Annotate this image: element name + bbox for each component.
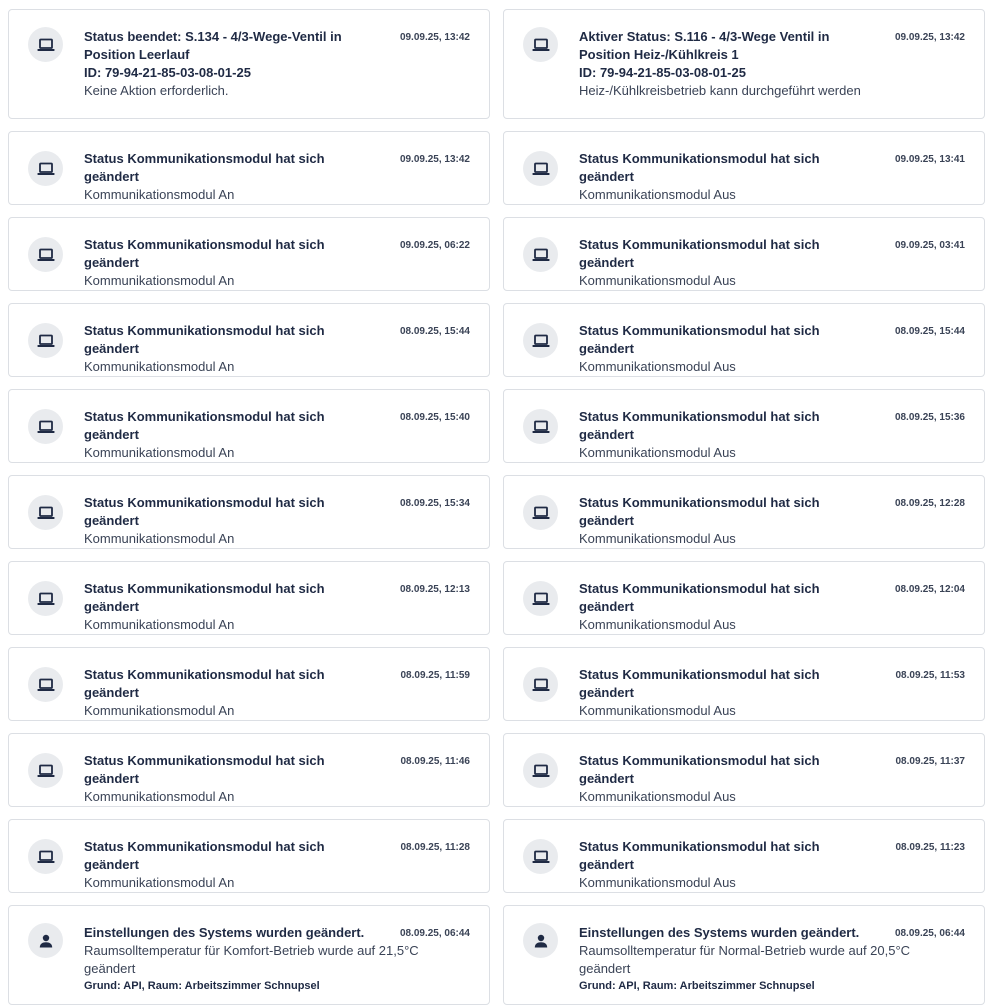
event-timestamp: 09.09.25, 13:42 (399, 154, 470, 165)
event-timestamp: 08.09.25, 15:44 (894, 326, 965, 337)
event-description: Kommunikationsmodul Aus (579, 789, 736, 804)
event-description: Heiz-/Kühlkreisbetrieb kann durchgeführt werden (579, 83, 861, 98)
laptop-icon (28, 581, 63, 616)
event-card[interactable] (503, 9, 985, 119)
laptop-icon (523, 151, 558, 186)
event-timestamp: 08.09.25, 15:36 (894, 412, 965, 423)
user-icon (523, 923, 558, 958)
event-title: Einstellungen des Systems wurden geändert. (84, 925, 365, 940)
event-title: Status Kommunikationsmodul hat sich geändert (579, 323, 820, 356)
event-title: Status Kommunikationsmodul hat sich geändert (84, 151, 325, 184)
event-timestamp: 09.09.25, 13:42 (399, 32, 470, 43)
event-description: Kommunikationsmodul An (84, 359, 235, 374)
laptop-icon (28, 495, 63, 530)
laptop-icon (28, 151, 63, 186)
event-description: Kommunikationsmodul Aus (579, 617, 736, 632)
event-timestamp: 08.09.25, 11:28 (400, 842, 470, 853)
event-description: Kommunikationsmodul Aus (579, 531, 736, 546)
event-timestamp: 08.09.25, 15:44 (399, 326, 470, 337)
event-timestamp: 08.09.25, 15:34 (399, 498, 470, 509)
event-title: Aktiver Status: S.116 - 4/3-Wege Ventil in Position Heiz-/Kühlkreis 1 (579, 29, 830, 62)
event-id: ID: 79-94-21-85-03-08-01-25 (84, 65, 251, 80)
event-card[interactable] (8, 819, 490, 893)
event-card[interactable] (503, 561, 985, 635)
laptop-icon (523, 323, 558, 358)
event-description: Kommunikationsmodul An (84, 703, 235, 718)
event-card[interactable] (8, 475, 490, 549)
laptop-icon (28, 237, 63, 272)
event-description: Kommunikationsmodul An (84, 445, 235, 460)
event-description: Raumsolltemperatur für Normal-Betrieb wurde auf 20,5°C geändert (579, 943, 911, 976)
event-description: Kommunikationsmodul Aus (579, 273, 736, 288)
event-card[interactable] (8, 131, 490, 205)
event-title: Status Kommunikationsmodul hat sich geändert (579, 581, 820, 614)
event-card[interactable] (503, 733, 985, 807)
event-description: Keine Aktion erforderlich. (84, 83, 229, 98)
user-icon (28, 923, 63, 958)
event-timestamp: 08.09.25, 11:53 (895, 670, 965, 681)
event-description: Kommunikationsmodul Aus (579, 445, 736, 460)
event-description: Kommunikationsmodul Aus (579, 359, 736, 374)
event-title: Status Kommunikationsmodul hat sich geändert (84, 495, 325, 528)
laptop-icon (523, 581, 558, 616)
event-card[interactable] (8, 303, 490, 377)
laptop-icon (523, 839, 558, 874)
laptop-icon (523, 495, 558, 530)
event-title: Status Kommunikationsmodul hat sich geändert (579, 753, 820, 786)
event-timestamp: 08.09.25, 11:23 (895, 842, 965, 853)
event-title: Status Kommunikationsmodul hat sich geändert (579, 495, 820, 528)
event-reason: Grund: API, Raum: Arbeitszimmer Schnupsel (579, 980, 815, 992)
event-title: Einstellungen des Systems wurden geändert. (579, 925, 860, 940)
laptop-icon (28, 753, 63, 788)
event-title: Status Kommunikationsmodul hat sich geändert (84, 839, 325, 872)
event-title: Status Kommunikationsmodul hat sich geändert (84, 323, 325, 356)
event-card[interactable] (503, 475, 985, 549)
event-timestamp: 09.09.25, 13:41 (894, 154, 965, 165)
event-timestamp: 08.09.25, 11:37 (895, 756, 965, 767)
event-card[interactable] (503, 131, 985, 205)
event-description: Kommunikationsmodul Aus (579, 875, 736, 890)
event-timestamp: 08.09.25, 12:28 (894, 498, 965, 509)
laptop-icon (28, 323, 63, 358)
event-card[interactable] (8, 9, 490, 119)
event-timestamp: 08.09.25, 12:04 (894, 584, 965, 595)
laptop-icon (523, 237, 558, 272)
event-timestamp: 09.09.25, 06:22 (399, 240, 470, 251)
event-timestamp: 09.09.25, 13:42 (894, 32, 965, 43)
event-list (8, 9, 985, 1005)
event-reason: Grund: API, Raum: Arbeitszimmer Schnupsel (84, 980, 320, 992)
event-description: Kommunikationsmodul An (84, 875, 235, 890)
event-card[interactable] (8, 905, 490, 1005)
event-id: ID: 79-94-21-85-03-08-01-25 (579, 65, 746, 80)
laptop-icon (523, 667, 558, 702)
event-title: Status Kommunikationsmodul hat sich geändert (579, 409, 820, 442)
event-title: Status beendet: S.134 - 4/3-Wege-Ventil in Position Leerlauf (84, 29, 342, 62)
event-title: Status Kommunikationsmodul hat sich geändert (84, 409, 325, 442)
laptop-icon (523, 409, 558, 444)
event-timestamp: 08.09.25, 12:13 (399, 584, 470, 595)
laptop-icon (28, 667, 63, 702)
event-title: Status Kommunikationsmodul hat sich geändert (579, 839, 820, 872)
event-card[interactable] (503, 217, 985, 291)
event-title: Status Kommunikationsmodul hat sich geändert (579, 151, 820, 184)
event-card[interactable] (503, 905, 985, 1005)
event-description: Raumsolltemperatur für Komfort-Betrieb wurde auf 21,5°C geändert (84, 943, 419, 976)
event-description: Kommunikationsmodul Aus (579, 703, 736, 718)
laptop-icon (28, 27, 63, 62)
event-title: Status Kommunikationsmodul hat sich geändert (84, 753, 325, 786)
laptop-icon (523, 27, 558, 62)
event-card[interactable] (503, 647, 985, 721)
event-card[interactable] (8, 389, 490, 463)
event-title: Status Kommunikationsmodul hat sich geändert (84, 237, 325, 270)
event-timestamp: 08.09.25, 15:40 (399, 412, 470, 423)
event-description: Kommunikationsmodul An (84, 531, 235, 546)
event-card[interactable] (503, 389, 985, 463)
event-title: Status Kommunikationsmodul hat sich geändert (579, 667, 820, 700)
event-description: Kommunikationsmodul An (84, 617, 235, 632)
event-card[interactable] (8, 217, 490, 291)
event-description: Kommunikationsmodul An (84, 273, 235, 288)
event-description: Kommunikationsmodul An (84, 187, 235, 202)
event-description: Kommunikationsmodul An (84, 789, 235, 804)
event-timestamp: 08.09.25, 11:59 (400, 670, 470, 681)
event-timestamp: 09.09.25, 03:41 (894, 240, 965, 251)
event-timestamp: 08.09.25, 11:46 (400, 756, 470, 767)
event-timestamp: 08.09.25, 06:44 (399, 928, 470, 939)
event-card[interactable] (8, 733, 490, 807)
laptop-icon (28, 839, 63, 874)
event-card[interactable] (8, 647, 490, 721)
laptop-icon (28, 409, 63, 444)
laptop-icon (523, 753, 558, 788)
event-description: Kommunikationsmodul Aus (579, 187, 736, 202)
event-title: Status Kommunikationsmodul hat sich geändert (84, 581, 325, 614)
event-title: Status Kommunikationsmodul hat sich geändert (84, 667, 325, 700)
event-timestamp: 08.09.25, 06:44 (894, 928, 965, 939)
event-title: Status Kommunikationsmodul hat sich geändert (579, 237, 820, 270)
event-card[interactable] (8, 561, 490, 635)
event-card[interactable] (503, 303, 985, 377)
event-card[interactable] (503, 819, 985, 893)
